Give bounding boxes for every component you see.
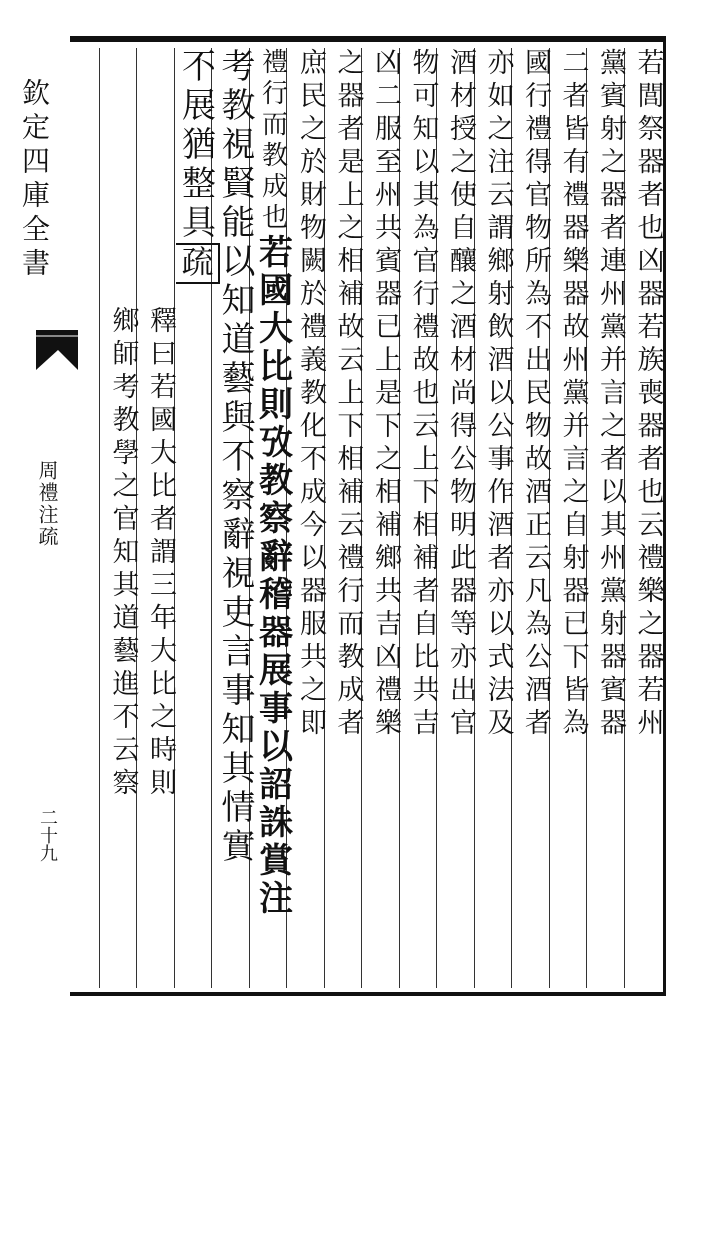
text-column-13 (176, 48, 220, 988)
text-column-11 (251, 48, 295, 988)
column-text: 之器者是上之相補故云上下相補云禮行而教成者 (332, 48, 364, 741)
book-title: 周禮注疏 (35, 460, 59, 548)
column-text: 不展猶整具 (175, 48, 216, 243)
text-block (70, 36, 666, 996)
text-column-4 (513, 48, 557, 988)
text-column-6 (438, 48, 482, 988)
text-column-10 (288, 48, 332, 988)
commentary-marker: 疏 (176, 243, 220, 284)
text-column-5 (476, 48, 520, 988)
column-text: 若閭祭器者也凶器若族喪器者也云禮樂之器若州 (632, 48, 664, 741)
column-text: 庶民之於財物闕於禮義教化不成今以器服共之即 (295, 48, 326, 741)
column-text: 酒材授之使自釀之酒材尚得公物明此器等亦出官 (445, 48, 476, 741)
text-column-7 (401, 48, 445, 988)
page-margin (0, 30, 78, 1010)
page-number: 二十九 (37, 808, 58, 862)
column-lead-text: 禮行而教成也 (257, 48, 288, 234)
column-text: 凶二服至州共賓器已上是下之相補鄉共吉凶禮樂 (370, 48, 401, 741)
column-text: 二者皆有禮器樂器故州黨并言之自射器已下皆為 (557, 48, 589, 741)
column-text: 亦如之注云謂鄉射飲酒以公事作酒者亦以式法及 (482, 48, 514, 741)
text-column-14 (138, 48, 182, 1246)
column-main-text: 若國大比則攷教察辭稽器展事以詔誅賞注 (252, 234, 293, 918)
text-column-2 (588, 48, 632, 988)
column-rule (99, 48, 100, 988)
text-column-15 (101, 48, 145, 1246)
collection-title: 欽定四庫全書 (18, 78, 51, 282)
column-text: 鄉師考教學之官知其道藝進不云察 (107, 306, 139, 801)
column-text: 釋曰若國大比者謂三年大比之時則 (145, 306, 176, 801)
column-text: 考教視賢能以知道藝與不察辭視吏言事知其情實 (215, 48, 255, 867)
text-column-12 (213, 48, 257, 988)
column-text: 黨賓射之器者連州黨并言之者以其州黨射器賓器 (595, 48, 626, 741)
text-column-1 (626, 48, 670, 988)
column-text: 國行禮得官物所為不出民物故酒正云凡為公酒者 (520, 48, 551, 741)
text-column-3 (551, 48, 595, 988)
text-column-8 (363, 48, 407, 988)
text-column-9 (326, 48, 370, 988)
column-text: 物可知以其為官行禮故也云上下相補者自比共吉 (407, 48, 439, 741)
